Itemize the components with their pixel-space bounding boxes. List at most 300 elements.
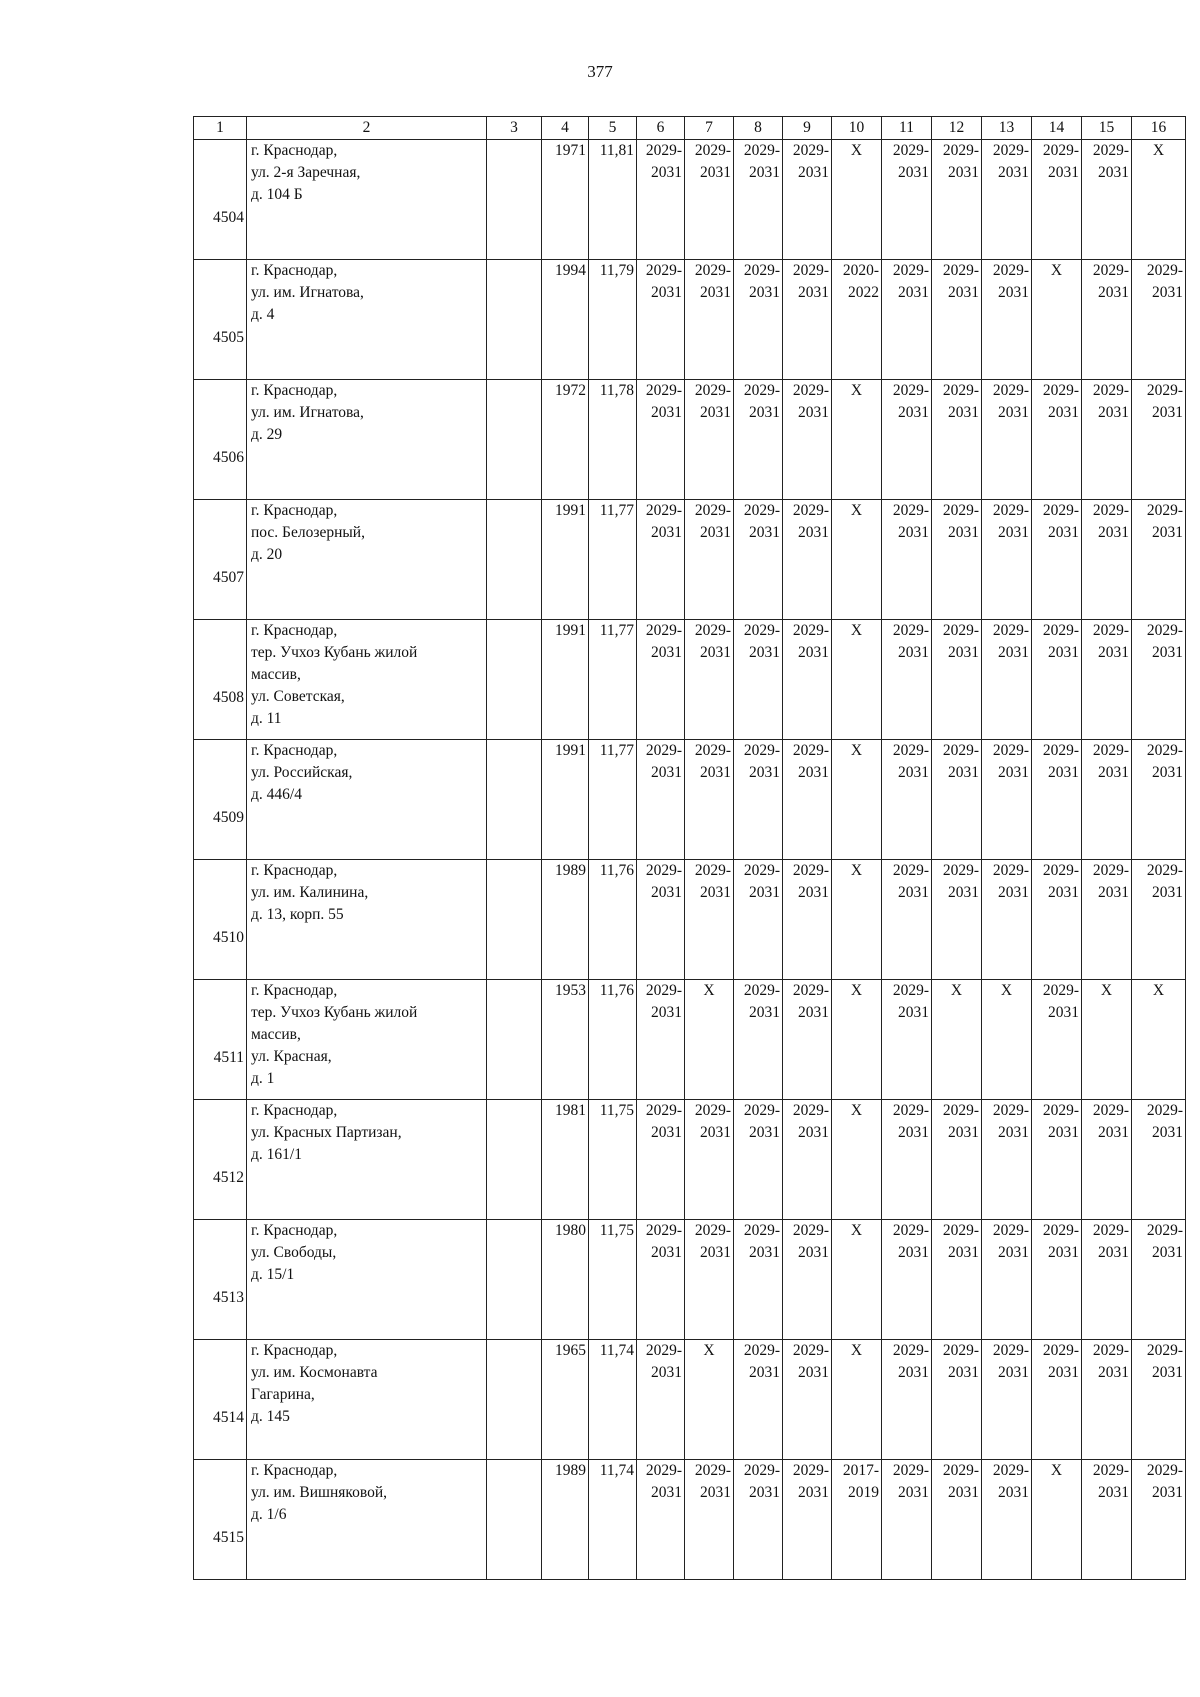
- address-line: пос. Белозерный,: [251, 524, 365, 541]
- period-start: 2029-: [694, 742, 731, 759]
- period-cell: [1082, 1460, 1132, 1580]
- period-start: 2029-: [645, 862, 682, 879]
- period-end: 2031: [1048, 644, 1079, 661]
- period-start: 2029-: [1042, 382, 1079, 399]
- period-end: 2031: [1048, 764, 1079, 781]
- row-number: 4514: [194, 1340, 247, 1460]
- period-end: 2031: [1152, 884, 1183, 901]
- period-cell: [637, 620, 685, 740]
- period-end: 2031: [948, 404, 979, 421]
- period-start: 2029-: [992, 742, 1029, 759]
- period-cell: [734, 620, 783, 740]
- address-line: ул. Красная,: [251, 1048, 332, 1065]
- period-end: 2031: [898, 1004, 929, 1021]
- address-cell: [247, 620, 487, 740]
- period-end: 2031: [898, 284, 929, 301]
- period-start: 2029-: [694, 502, 731, 519]
- period-start: 2029-: [892, 742, 929, 759]
- period-start: 2029-: [942, 1462, 979, 1479]
- period-cell: [637, 1220, 685, 1340]
- address-line: массив,: [251, 666, 301, 683]
- period-end: 2031: [1152, 1364, 1183, 1381]
- period-start: 2029-: [645, 1342, 682, 1359]
- period-cell: [1132, 860, 1186, 980]
- column-header: 6: [637, 117, 685, 140]
- period-start: 2029-: [892, 1342, 929, 1359]
- period-start: 2029-: [694, 142, 731, 159]
- period-end: 2031: [700, 1124, 731, 1141]
- period-end: 2031: [898, 1244, 929, 1261]
- period-start: 2029-: [1092, 1102, 1129, 1119]
- period-cell: [637, 1100, 685, 1220]
- column-header: 10: [832, 117, 882, 140]
- period-cell: [783, 140, 832, 260]
- period-cell: [1032, 1220, 1082, 1340]
- period-cell: [734, 860, 783, 980]
- period-start: 2029-: [645, 502, 682, 519]
- value-cell: 11,76: [589, 980, 637, 1100]
- period-cell: [932, 620, 982, 740]
- year-cell: 1989: [542, 860, 589, 980]
- period-start: 2029-: [992, 1102, 1029, 1119]
- period-cell: [932, 1220, 982, 1340]
- period-end: 2031: [798, 284, 829, 301]
- period-end: 2031: [998, 164, 1029, 181]
- period-end: 2031: [1152, 644, 1183, 661]
- period-end: 2031: [651, 164, 682, 181]
- period-end: 2031: [1048, 404, 1079, 421]
- period-end: 2031: [998, 1364, 1029, 1381]
- column-header: 8: [734, 117, 783, 140]
- period-cell: [783, 1220, 832, 1340]
- period-start: 2029-: [992, 1342, 1029, 1359]
- period-end: 2031: [1048, 884, 1079, 901]
- period-start: 2029-: [942, 142, 979, 159]
- period-cell: [637, 380, 685, 500]
- address-line: д. 15/1: [251, 1266, 295, 1283]
- table-row: [194, 740, 1186, 860]
- period-cell: [685, 1460, 734, 1580]
- period-end: 2031: [700, 284, 731, 301]
- period-end: 2031: [948, 164, 979, 181]
- value-cell: 11,77: [589, 620, 637, 740]
- not-applicable-cell: X: [982, 980, 1032, 1100]
- period-end: 2031: [948, 1364, 979, 1381]
- row-number: 4512: [194, 1100, 247, 1220]
- period-cell: [783, 380, 832, 500]
- period-end: 2031: [749, 284, 780, 301]
- period-cell: [882, 140, 932, 260]
- period-end: 2031: [1098, 284, 1129, 301]
- address-line: д. 145: [251, 1408, 290, 1425]
- period-end: 2031: [1152, 1124, 1183, 1141]
- period-end: 2031: [651, 1004, 682, 1021]
- period-end: 2031: [998, 644, 1029, 661]
- period-cell: [734, 260, 783, 380]
- period-cell: [734, 1340, 783, 1460]
- address-line: д. 4: [251, 306, 275, 323]
- period-end: 2031: [798, 1004, 829, 1021]
- column-header: 7: [685, 117, 734, 140]
- period-cell: [783, 1460, 832, 1580]
- period-cell: [982, 620, 1032, 740]
- period-start: 2029-: [743, 382, 780, 399]
- period-start: 2029-: [1042, 1342, 1079, 1359]
- period-cell: [1032, 1100, 1082, 1220]
- period-cell: [685, 260, 734, 380]
- period-end: 2031: [749, 884, 780, 901]
- period-cell: [932, 500, 982, 620]
- period-start: 2029-: [942, 382, 979, 399]
- period-end: 2031: [1152, 1484, 1183, 1501]
- period-end: 2031: [651, 884, 682, 901]
- period-cell: [1132, 1340, 1186, 1460]
- address-line: д. 161/1: [251, 1146, 302, 1163]
- address-cell: [247, 1340, 487, 1460]
- address-line: г. Краснодар,: [251, 1462, 338, 1479]
- period-cell: [734, 740, 783, 860]
- row-number: 4504: [194, 140, 247, 260]
- period-end: 2031: [1048, 524, 1079, 541]
- address-line: д. 11: [251, 710, 282, 727]
- not-applicable-cell: X: [1032, 260, 1082, 380]
- period-start: 2029-: [1092, 1342, 1129, 1359]
- column-header: 15: [1082, 117, 1132, 140]
- period-end: 2031: [700, 164, 731, 181]
- period-end: 2031: [749, 1124, 780, 1141]
- period-end: 2031: [749, 164, 780, 181]
- address-cell: [247, 740, 487, 860]
- period-cell: [783, 500, 832, 620]
- period-start: 2029-: [892, 142, 929, 159]
- period-start: 2029-: [992, 862, 1029, 879]
- period-end: 2031: [998, 1244, 1029, 1261]
- period-cell: [882, 1220, 932, 1340]
- period-start: 2017-: [842, 1462, 879, 1479]
- period-cell: [783, 620, 832, 740]
- period-cell: [1132, 1460, 1186, 1580]
- address-line: тер. Учхоз Кубань жилой: [251, 644, 418, 661]
- period-end: 2031: [749, 524, 780, 541]
- period-cell: [734, 1460, 783, 1580]
- period-start: 2029-: [1146, 262, 1183, 279]
- period-cell: [882, 740, 932, 860]
- period-start: 2029-: [942, 262, 979, 279]
- address-line: г. Краснодар,: [251, 1102, 338, 1119]
- period-end: 2031: [1098, 404, 1129, 421]
- period-cell: [637, 140, 685, 260]
- period-start: 2029-: [992, 1462, 1029, 1479]
- period-start: 2029-: [942, 742, 979, 759]
- period-end: 2031: [998, 1484, 1029, 1501]
- period-end: 2031: [749, 644, 780, 661]
- address-line: ул. Свободы,: [251, 1244, 337, 1261]
- period-cell: [685, 1100, 734, 1220]
- address-cell: [247, 500, 487, 620]
- period-cell: [932, 860, 982, 980]
- period-end: 2031: [998, 524, 1029, 541]
- address-line: ул. им. Калинина,: [251, 884, 369, 901]
- period-start: 2029-: [645, 1222, 682, 1239]
- address-line: д. 29: [251, 426, 283, 443]
- period-start: 2029-: [792, 862, 829, 879]
- period-start: 2029-: [792, 1342, 829, 1359]
- period-cell: [734, 980, 783, 1100]
- period-end: 2019: [848, 1484, 879, 1501]
- period-start: 2029-: [1146, 1222, 1183, 1239]
- period-end: 2031: [700, 1244, 731, 1261]
- period-start: 2029-: [1146, 862, 1183, 879]
- address-line: г. Краснодар,: [251, 382, 338, 399]
- period-end: 2031: [798, 524, 829, 541]
- year-cell: 1972: [542, 380, 589, 500]
- column-header: 16: [1132, 117, 1186, 140]
- year-cell: 1991: [542, 620, 589, 740]
- page-number: 377: [587, 62, 613, 81]
- period-start: 2029-: [892, 982, 929, 999]
- period-end: 2031: [948, 284, 979, 301]
- period-cell: [882, 380, 932, 500]
- period-end: 2022: [848, 284, 879, 301]
- period-end: 2031: [1048, 1124, 1079, 1141]
- period-start: 2029-: [942, 502, 979, 519]
- table-row: [194, 860, 1186, 980]
- period-end: 2031: [1152, 764, 1183, 781]
- period-start: 2029-: [694, 1462, 731, 1479]
- period-start: 2029-: [1092, 1462, 1129, 1479]
- period-cell: [932, 1460, 982, 1580]
- address-line: г. Краснодар,: [251, 262, 338, 279]
- period-cell: [685, 740, 734, 860]
- value-cell: 11,76: [589, 860, 637, 980]
- period-cell: [932, 740, 982, 860]
- period-start: 2029-: [892, 1222, 929, 1239]
- period-end: 2031: [700, 404, 731, 421]
- column-3-cell: [487, 620, 542, 740]
- not-applicable-cell: X: [832, 1100, 882, 1220]
- year-cell: 1965: [542, 1340, 589, 1460]
- address-line: ул. им. Космонавта: [251, 1364, 378, 1381]
- column-3-cell: [487, 740, 542, 860]
- period-cell: [637, 740, 685, 860]
- year-cell: 1980: [542, 1220, 589, 1340]
- address-line: г. Краснодар,: [251, 142, 338, 159]
- not-applicable-cell: X: [1082, 980, 1132, 1100]
- period-end: 2031: [998, 1124, 1029, 1141]
- period-end: 2031: [898, 764, 929, 781]
- column-header: 4: [542, 117, 589, 140]
- column-header: 3: [487, 117, 542, 140]
- period-start: 2029-: [892, 862, 929, 879]
- period-cell: [1082, 620, 1132, 740]
- period-start: 2029-: [645, 622, 682, 639]
- period-cell: [685, 860, 734, 980]
- address-line: Гагарина,: [251, 1386, 315, 1403]
- period-end: 2031: [700, 524, 731, 541]
- not-applicable-cell: X: [832, 740, 882, 860]
- period-end: 2031: [700, 884, 731, 901]
- period-start: 2029-: [942, 1222, 979, 1239]
- period-start: 2029-: [743, 742, 780, 759]
- row-number: 4508: [194, 620, 247, 740]
- period-end: 2031: [798, 1124, 829, 1141]
- period-end: 2031: [1152, 404, 1183, 421]
- period-end: 2031: [948, 644, 979, 661]
- period-end: 2031: [998, 884, 1029, 901]
- column-3-cell: [487, 1460, 542, 1580]
- row-number: 4510: [194, 860, 247, 980]
- period-start: 2029-: [743, 862, 780, 879]
- value-cell: 11,81: [589, 140, 637, 260]
- address-cell: [247, 380, 487, 500]
- period-end: 2031: [798, 1364, 829, 1381]
- period-start: 2029-: [1042, 1222, 1079, 1239]
- column-3-cell: [487, 380, 542, 500]
- address-cell: [247, 1460, 487, 1580]
- not-applicable-cell: X: [1032, 1460, 1082, 1580]
- period-cell: [932, 380, 982, 500]
- period-start: 2029-: [1042, 862, 1079, 879]
- period-cell: [982, 500, 1032, 620]
- not-applicable-cell: X: [1132, 980, 1186, 1100]
- row-number: 4515: [194, 1460, 247, 1580]
- period-cell: [832, 260, 882, 380]
- period-start: 2029-: [892, 502, 929, 519]
- period-end: 2031: [798, 884, 829, 901]
- table-row: [194, 1220, 1186, 1340]
- year-cell: 1971: [542, 140, 589, 260]
- period-start: 2029-: [1042, 982, 1079, 999]
- period-cell: [1132, 740, 1186, 860]
- period-start: 2029-: [1146, 1342, 1183, 1359]
- period-cell: [882, 500, 932, 620]
- period-start: 2029-: [1042, 622, 1079, 639]
- column-header: 1: [194, 117, 247, 140]
- period-start: 2029-: [743, 142, 780, 159]
- address-line: г. Краснодар,: [251, 502, 338, 519]
- period-cell: [783, 740, 832, 860]
- period-start: 2029-: [992, 502, 1029, 519]
- row-number: 4513: [194, 1220, 247, 1340]
- period-start: 2029-: [743, 262, 780, 279]
- period-start: 2029-: [743, 1342, 780, 1359]
- period-start: 2029-: [645, 982, 682, 999]
- period-end: 2031: [700, 1484, 731, 1501]
- period-end: 2031: [948, 1244, 979, 1261]
- period-cell: [882, 260, 932, 380]
- period-start: 2029-: [645, 142, 682, 159]
- period-start: 2029-: [792, 262, 829, 279]
- table-row: [194, 1340, 1186, 1460]
- period-start: 2029-: [792, 982, 829, 999]
- period-end: 2031: [1098, 764, 1129, 781]
- period-end: 2031: [1048, 164, 1079, 181]
- not-applicable-cell: X: [832, 140, 882, 260]
- period-end: 2031: [651, 284, 682, 301]
- value-cell: 11,77: [589, 740, 637, 860]
- period-cell: [685, 500, 734, 620]
- period-cell: [783, 260, 832, 380]
- year-cell: 1981: [542, 1100, 589, 1220]
- column-header: 14: [1032, 117, 1082, 140]
- address-line: д. 1/6: [251, 1506, 287, 1523]
- period-end: 2031: [749, 1484, 780, 1501]
- period-start: 2029-: [992, 1222, 1029, 1239]
- period-cell: [783, 1340, 832, 1460]
- period-cell: [637, 260, 685, 380]
- year-cell: 1991: [542, 740, 589, 860]
- period-end: 2031: [1098, 644, 1129, 661]
- period-start: 2029-: [992, 622, 1029, 639]
- not-applicable-cell: X: [685, 980, 734, 1100]
- address-cell: [247, 1220, 487, 1340]
- period-end: 2031: [998, 404, 1029, 421]
- period-start: 2029-: [892, 262, 929, 279]
- column-header: 11: [882, 117, 932, 140]
- period-cell: [1132, 620, 1186, 740]
- period-start: 2029-: [1146, 742, 1183, 759]
- period-cell: [637, 1340, 685, 1460]
- period-cell: [982, 860, 1032, 980]
- address-line: массив,: [251, 1026, 301, 1043]
- column-3-cell: [487, 500, 542, 620]
- period-start: 2029-: [645, 382, 682, 399]
- address-line: д. 13, корп. 55: [251, 906, 344, 923]
- period-cell: [685, 380, 734, 500]
- period-start: 2029-: [792, 742, 829, 759]
- period-end: 2031: [1098, 1364, 1129, 1381]
- period-end: 2031: [1048, 1004, 1079, 1021]
- period-cell: [982, 1340, 1032, 1460]
- period-start: 2029-: [694, 1222, 731, 1239]
- period-end: 2031: [898, 1364, 929, 1381]
- period-cell: [637, 500, 685, 620]
- not-applicable-cell: X: [832, 620, 882, 740]
- period-cell: [1082, 1220, 1132, 1340]
- period-cell: [982, 740, 1032, 860]
- period-cell: [932, 260, 982, 380]
- period-cell: [882, 1460, 932, 1580]
- period-start: 2029-: [743, 1222, 780, 1239]
- period-start: 2029-: [1042, 1102, 1079, 1119]
- period-start: 2029-: [1146, 502, 1183, 519]
- period-cell: [1032, 140, 1082, 260]
- not-applicable-cell: X: [932, 980, 982, 1100]
- period-end: 2031: [651, 404, 682, 421]
- address-line: ул. им. Вишняковой,: [251, 1484, 388, 1501]
- period-start: 2029-: [743, 1462, 780, 1479]
- not-applicable-cell: X: [685, 1340, 734, 1460]
- not-applicable-cell: X: [832, 500, 882, 620]
- period-cell: [882, 620, 932, 740]
- period-cell: [882, 860, 932, 980]
- period-end: 2031: [651, 1484, 682, 1501]
- year-cell: 1991: [542, 500, 589, 620]
- period-cell: [734, 380, 783, 500]
- period-end: 2031: [948, 1124, 979, 1141]
- row-number: 4506: [194, 380, 247, 500]
- period-end: 2031: [1098, 164, 1129, 181]
- address-line: д. 104 Б: [251, 186, 303, 203]
- period-start: 2029-: [1092, 262, 1129, 279]
- period-cell: [783, 980, 832, 1100]
- period-cell: [982, 1100, 1032, 1220]
- period-cell: [1082, 260, 1132, 380]
- address-line: д. 20: [251, 546, 283, 563]
- period-start: 2029-: [892, 382, 929, 399]
- period-cell: [1032, 860, 1082, 980]
- address-line: ул. Советская,: [251, 688, 345, 705]
